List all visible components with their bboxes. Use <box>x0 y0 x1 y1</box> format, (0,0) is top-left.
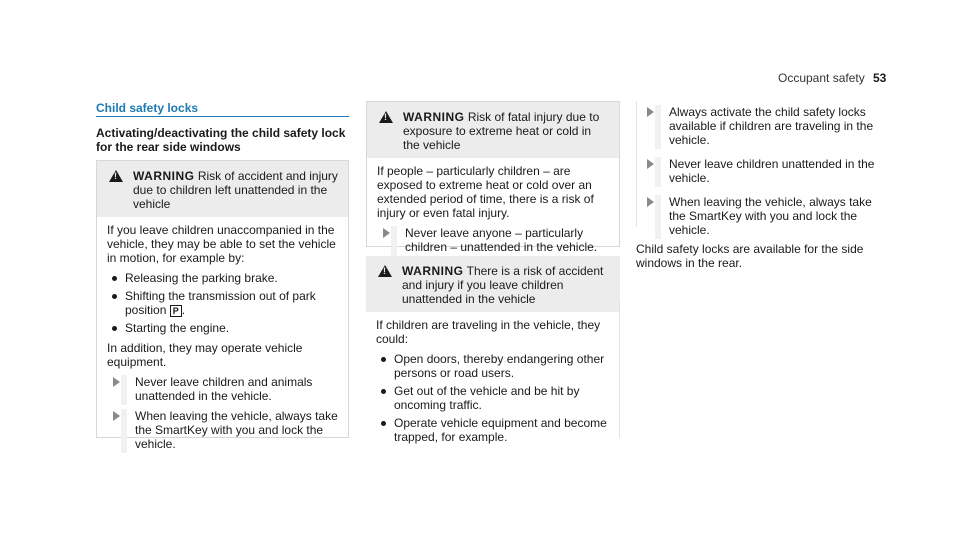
running-header: Occupant safety <box>778 71 865 85</box>
step-text: Never leave children unattended in the vehicle. <box>669 157 875 185</box>
step-bar <box>121 409 127 453</box>
column-divider <box>619 300 620 438</box>
step-item <box>377 226 609 254</box>
warning-label: WARNING <box>402 264 464 278</box>
bullet-icon <box>112 326 117 331</box>
bullet-icon <box>112 276 117 281</box>
warning-triangle-icon <box>379 111 393 123</box>
warning-body-text: If people – particularly children – are exposed to extreme heat or cold over an extended period of time, there is a risk of injury or even fatal injury. <box>377 164 594 220</box>
arrow-right-icon <box>113 411 120 421</box>
list-item <box>376 352 610 380</box>
bullet-text: Get out of the vehicle and be hit by oncoming traffic. <box>394 384 580 412</box>
warning-title: There is a risk of accident and injury if you leave children unattended in the vehicle <box>402 264 604 306</box>
bullet-icon <box>112 294 117 299</box>
section-title: Child safety locks <box>96 101 199 115</box>
warning-after: In addition, they may operate vehicle equipment. <box>107 341 303 369</box>
step-bar <box>655 195 661 239</box>
list-item <box>107 289 338 317</box>
subheading: Activating/deactivating the child safety lock for the rear side windows <box>96 126 346 154</box>
arrow-right-icon <box>647 107 654 117</box>
step-text: Never leave anyone – particularly children – unattended in the vehicle. <box>405 226 598 254</box>
section-rule <box>96 116 349 117</box>
bullet-icon <box>381 389 386 394</box>
park-position-icon: P <box>170 305 182 317</box>
arrow-right-icon <box>383 228 390 238</box>
step-bar <box>121 375 127 405</box>
step-text: Never leave children and animals unattended in the vehicle. <box>135 375 313 403</box>
warning-triangle-icon <box>378 265 392 277</box>
page-number: 53 <box>873 71 887 85</box>
bullet-icon <box>381 421 386 426</box>
list-item <box>107 271 338 285</box>
warning-label: WARNING <box>403 110 465 124</box>
step-bar <box>655 157 661 187</box>
step-text: When leaving the vehicle, always take the SmartKey with you and lock the vehicle. <box>135 409 338 451</box>
note-text: Child safety locks are available for the side windows in the rear. <box>636 242 864 270</box>
warning-title: Risk of accident and injury due to children left unattended in the vehicle <box>133 169 338 211</box>
step-item <box>641 195 886 237</box>
warning-label: WARNING <box>133 169 195 183</box>
bullet-text: Shifting the transmission out of park position <box>125 289 316 317</box>
warning-title: Risk of fatal injury due to exposure to extreme heat or cold in the vehicle <box>403 110 600 152</box>
step-bar <box>391 226 397 256</box>
step-text: When leaving the vehicle, always take the SmartKey with you and lock the vehicle. <box>669 195 872 237</box>
bullet-suffix: . <box>181 303 186 317</box>
warning-header <box>366 256 620 312</box>
bullet-list <box>376 352 610 444</box>
warning-box-accident <box>96 160 349 451</box>
list-item <box>376 384 610 412</box>
arrow-right-icon <box>647 159 654 169</box>
warning-box-heat <box>366 101 620 254</box>
list-item <box>376 416 610 444</box>
warning-body <box>367 158 619 268</box>
warning-box-unattended <box>366 256 620 444</box>
bullet-text: Operate vehicle equipment and become trapped, for example. <box>394 416 607 444</box>
step-bar <box>655 105 661 149</box>
warning-triangle-icon <box>109 170 123 182</box>
step-item <box>641 105 886 147</box>
warning-body <box>366 312 620 458</box>
bullet-text: Releasing the parking brake. <box>125 271 278 285</box>
warning-body-text: If children are traveling in the vehicle, they could: <box>376 318 601 346</box>
bullet-text: Open doors, thereby endangering other persons or road users. <box>394 352 605 380</box>
step-item <box>107 375 338 403</box>
warning-intro: If you leave children unaccompanied in the vehicle, they may be able to set the vehicle in motion, for example by: <box>107 223 336 265</box>
warning-header <box>97 161 348 217</box>
step-item <box>641 157 886 185</box>
arrow-right-icon <box>647 197 654 207</box>
list-item <box>107 321 338 335</box>
steps-column <box>636 101 886 237</box>
bullet-list <box>107 271 338 335</box>
step-text: Always activate the child safety locks available if children are traveling in the vehicle. <box>669 105 874 147</box>
warning-body <box>97 217 348 465</box>
bullet-icon <box>381 357 386 362</box>
warning-header <box>367 102 619 158</box>
step-item <box>107 409 338 451</box>
arrow-right-icon <box>113 377 120 387</box>
bullet-text: Starting the engine. <box>125 321 230 335</box>
